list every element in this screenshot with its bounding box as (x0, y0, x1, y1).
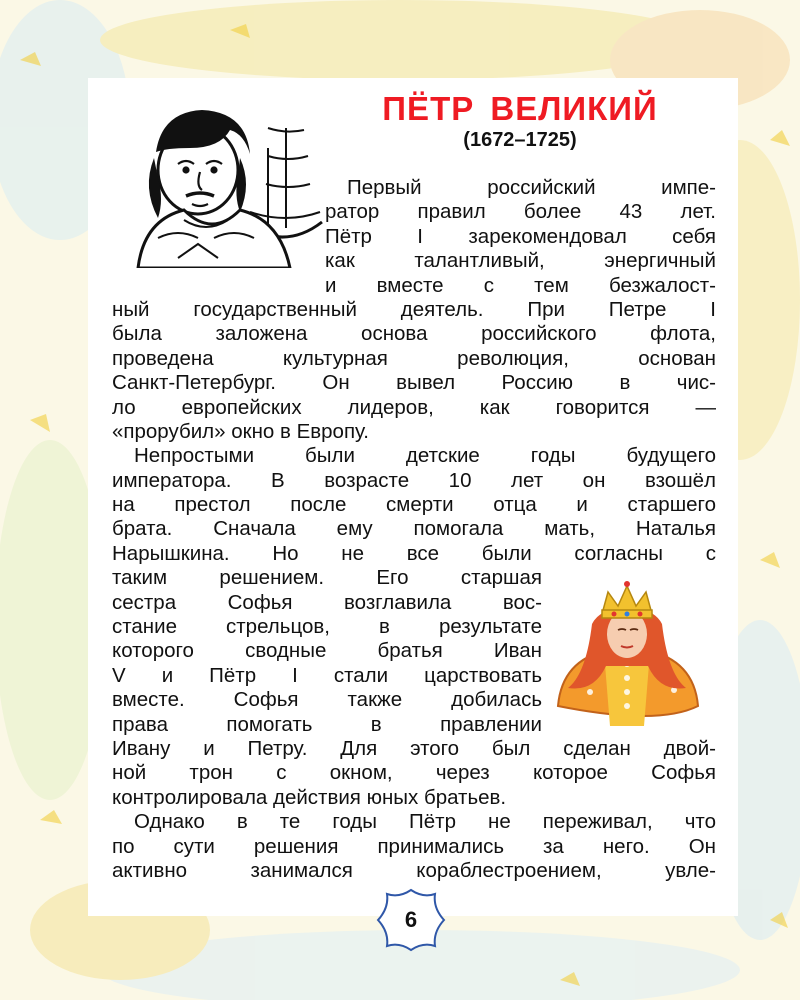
text-line: на престол после смерти отца и старшего (112, 493, 716, 517)
text-line: была заложена основа российского флота, (112, 322, 716, 346)
text-line: вместе. Софья также добилась (112, 688, 542, 712)
text-line: Первый российский импе- (347, 176, 716, 199)
page-number: 6 (404, 907, 418, 932)
text-line: Ивану и Петру. Для этого был сделан двой- (112, 736, 716, 760)
text-line: таким решением. Его старшая (112, 566, 542, 590)
text-line: Однако в те годы Пётр не переживал, что (134, 810, 716, 834)
text-line: ный государственный деятель. При Петре I (112, 297, 716, 321)
text-line: ратор правил более 43 лет. (325, 200, 716, 224)
page-number-badge (374, 886, 448, 954)
text-line: Пётр I зарекомендовал себя (325, 224, 716, 248)
article-text (112, 176, 716, 883)
text-line: Санкт-Петербург. Он вывел Россию в чис- (112, 371, 716, 395)
text-line: ной трон с окном, через которое Софья (112, 761, 716, 785)
text-line: сестра Софья возглавила вос- (112, 590, 542, 614)
sofia-portrait-illustration (552, 580, 702, 730)
years-subtitle: (1672–1725) (463, 129, 577, 151)
text-line: контролировала действия юных братьев. (112, 785, 507, 809)
text-line: V и Пётр I стали царствовать (112, 663, 542, 687)
text-line: Нарышкина. Но не все были согласны с (112, 541, 716, 565)
text-line: которого сводные братья Иван (112, 639, 542, 663)
text-line: по сути решения принимались за него. Он (112, 834, 716, 858)
text-line: активно занимался кораблестроением, увле- (112, 858, 716, 882)
text-line: стание стрельцов, в результате (112, 615, 542, 639)
text-line: императора. В возрасте 10 лет он взошёл (112, 468, 716, 492)
page-title: ПЁТР ВЕЛИКИЙ (382, 90, 658, 127)
text-line: проведена культурная революция, основан (112, 346, 716, 370)
text-line: «прорубил» окно в Европу. (112, 419, 369, 443)
text-line: как талантливый, энергичный (325, 249, 716, 273)
text-line: и вместе с тем безжалост- (325, 273, 716, 297)
text-line: ло европейских лидеров, как говорится — (112, 395, 716, 419)
text-line: Непростыми были детские годы будущего (134, 444, 716, 468)
text-line: права помогать в правлении (112, 712, 542, 736)
text-line: брата. Сначала ему помогала мать, Наталья (112, 517, 716, 541)
